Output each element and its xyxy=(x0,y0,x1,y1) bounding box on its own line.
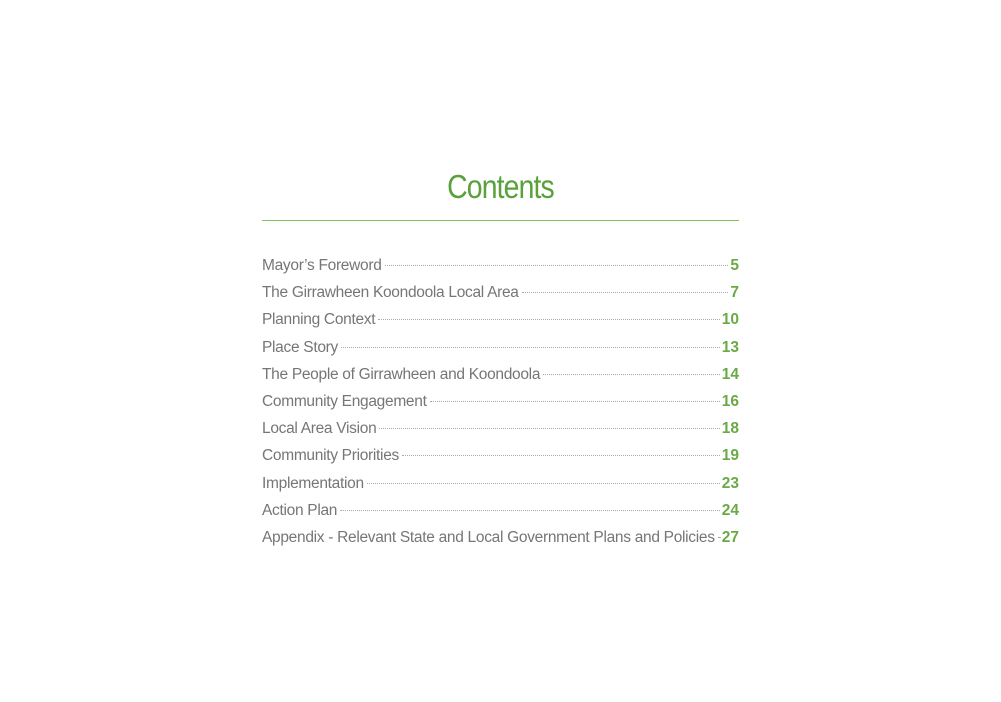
toc-item-local-area-vision[interactable] xyxy=(262,415,739,442)
toc-item-community-priorities[interactable] xyxy=(262,442,739,469)
toc-leader-dots xyxy=(385,264,729,266)
toc-item-label: Mayor’s Foreword xyxy=(262,257,382,274)
toc-item-page: 27 xyxy=(721,528,739,546)
toc-item-page: 7 xyxy=(730,284,739,302)
toc-leader-dots xyxy=(341,346,720,348)
toc-item-planning-context[interactable] xyxy=(262,306,739,333)
toc-leader-dots xyxy=(522,291,729,293)
toc-item-people[interactable] xyxy=(262,361,739,388)
toc-item-page: 16 xyxy=(721,392,739,410)
toc-item-place-story[interactable] xyxy=(262,334,739,361)
table-of-contents xyxy=(262,252,739,551)
toc-item-label: Appendix - Relevant State and Local Government Plans and Policies xyxy=(262,528,715,546)
toc-item-page: 18 xyxy=(721,420,739,438)
toc-item-label: Community Engagement xyxy=(262,392,427,410)
toc-leader-dots xyxy=(430,400,720,402)
toc-leader-dots xyxy=(340,509,720,511)
toc-item-mayors-foreword[interactable] xyxy=(262,252,739,279)
toc-item-label: Planning Context xyxy=(262,311,376,329)
title-divider xyxy=(262,220,739,221)
toc-leader-dots xyxy=(378,318,719,320)
toc-leader-dots xyxy=(543,373,720,375)
toc-item-implementation[interactable] xyxy=(262,470,739,497)
toc-item-community-engagement[interactable] xyxy=(262,388,739,415)
toc-item-label: Community Priorities xyxy=(262,447,399,465)
toc-leader-dots xyxy=(367,482,720,484)
toc-leader-dots xyxy=(379,427,719,429)
toc-item-page: 10 xyxy=(721,311,739,329)
toc-leader-dots xyxy=(402,454,720,456)
toc-item-action-plan[interactable] xyxy=(262,497,739,524)
toc-item-label: Implementation xyxy=(262,474,364,492)
toc-item-page: 5 xyxy=(730,257,739,274)
page-title: Contents xyxy=(447,168,554,205)
toc-item-page: 24 xyxy=(721,501,739,519)
toc-item-page: 14 xyxy=(721,365,739,383)
toc-item-page: 19 xyxy=(721,447,739,465)
toc-item-local-area[interactable] xyxy=(262,279,739,306)
toc-item-page: 13 xyxy=(721,338,739,356)
contents-section xyxy=(262,165,739,551)
toc-item-label: Local Area Vision xyxy=(262,420,377,438)
toc-leader-dots xyxy=(718,536,720,538)
toc-item-appendix[interactable] xyxy=(262,524,739,551)
toc-item-label: The Girrawheen Koondoola Local Area xyxy=(262,284,519,302)
toc-item-label: Place Story xyxy=(262,338,338,356)
toc-item-label: The People of Girrawheen and Koondoola xyxy=(262,365,541,383)
toc-item-label: Action Plan xyxy=(262,501,338,519)
toc-item-page: 23 xyxy=(721,474,739,492)
